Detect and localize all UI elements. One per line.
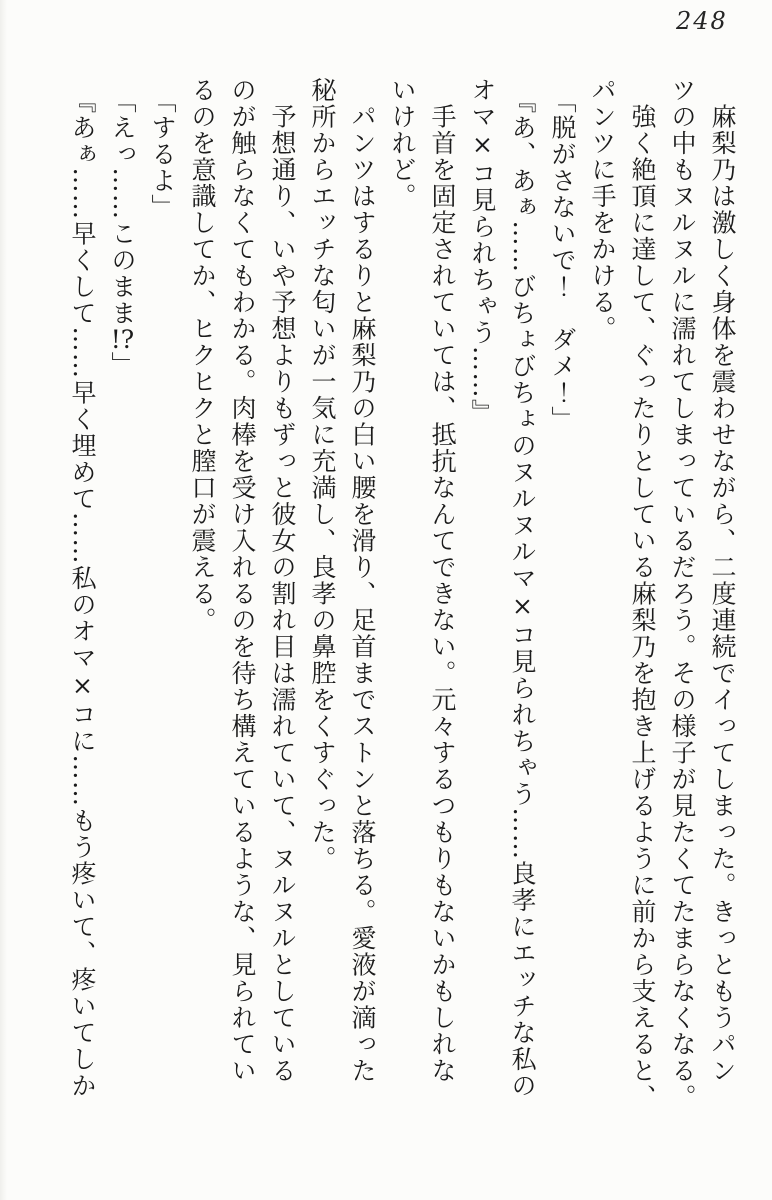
text-line: るのを意識してか、ヒクヒクと膣口が震える。	[188, 77, 217, 634]
text-line: 秘所からエッチな匂いが一気に充満し、良孝の鼻腔をくすぐった。	[308, 77, 337, 872]
text-block	[62, 77, 742, 1111]
text-line: パンツに手をかける。	[588, 77, 617, 342]
text-line: オマ×コ見られちゃう……』	[468, 77, 497, 426]
text-line: 予想通り、いや予想よりもずっと彼女の割れ目は濡れていて、ヌルヌルとしている	[268, 77, 297, 1084]
page-number: 248	[676, 7, 728, 35]
text-line: 「えっ……このまま!?」	[108, 88, 137, 378]
text-line: 「するよ」	[148, 88, 177, 221]
text-line: 手首を固定されていては、抵抗なんてできない。元々するつもりもないかもしれな	[428, 77, 457, 1084]
text-line: 「脱がさないで！ ダメ！」	[548, 88, 577, 433]
text-line: 強く絶頂に達して、ぐったりとしている麻梨乃を抱き上げるように前から支えると、	[628, 77, 657, 1111]
text-line: 『あ、あぁ……びちょびちょのヌルヌルマ×コ見られちゃう……良孝にエッチな私の	[508, 88, 537, 1099]
text-line: パンツはするりと麻梨乃の白い腰を滑り、足首までストンと落ちる。愛液が滴った	[348, 77, 377, 1084]
text-line: いけれど。	[388, 77, 417, 210]
tatechuyoko-exclamation-question: !?	[110, 326, 135, 352]
text-line: のが触らなくてもわかる。肉棒を受け入れるのを待ち構えているような、見られてい	[228, 77, 257, 1084]
text-line: 麻梨乃は激しく身体を震わせながら、二度連続でイってしまった。きっともうパン	[708, 77, 737, 1084]
text-line: 『あぁ……早くして……早く埋めて……私のオマ×コに……もう疼いて、疼いてしか	[68, 88, 97, 1099]
text-line: ツの中もヌルヌルに濡れてしまっているだろう。その様子が見たくてたまらなくなる。	[668, 77, 697, 1111]
